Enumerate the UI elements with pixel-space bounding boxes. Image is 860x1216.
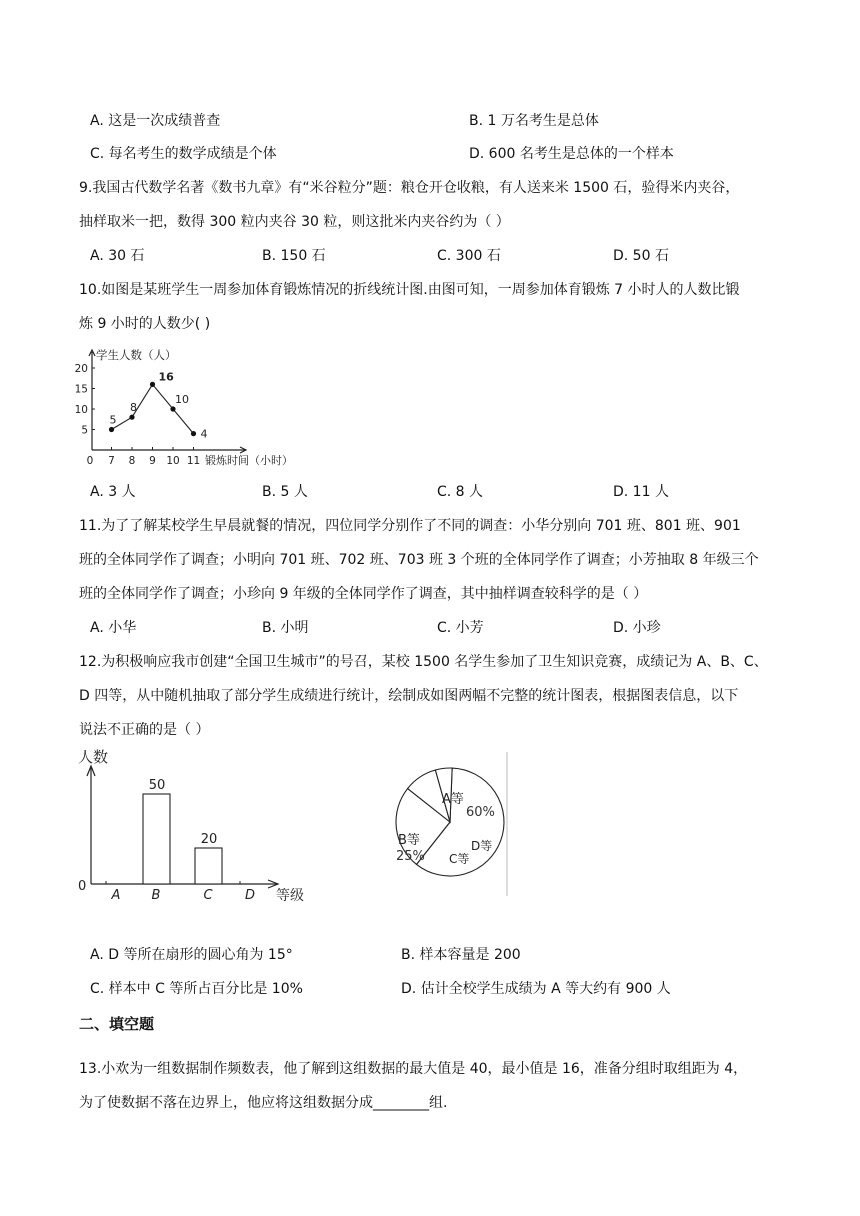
q9-option-b: B. 150 石 xyxy=(262,248,326,264)
pie-chart-slice-label: B等 xyxy=(398,833,420,848)
q10-option-b: B. 5 人 xyxy=(262,484,308,500)
pie-chart-slice-label: A等 xyxy=(442,792,464,807)
line-chart-x-label: 锻炼时间（小时） xyxy=(205,454,293,467)
q9-stem-line-1: 9.我国古代数学名著《数书九章》有“米谷粒分”题：粮仓开仓收粮，有人送来米 1500 石，验得米内夹谷， xyxy=(79,180,740,196)
line-chart-data-label: 8 xyxy=(130,401,137,415)
q9-stem-line-2: 抽样取米一把，数得 300 粒内夹谷 30 粒，则这批米内夹谷约为（ ） xyxy=(79,214,510,230)
pie-chart-marks xyxy=(396,768,504,876)
q12-option-a: A. D 等所在扇形的圆心角为 15° xyxy=(90,947,293,963)
q10-option-d: D. 11 人 xyxy=(613,484,669,500)
q11-option-b: B. 小明 xyxy=(262,620,309,636)
q12-option-c: C. 样本中 C 等所占百分比是 10% xyxy=(90,981,303,997)
line-chart-data-label: 5 xyxy=(109,413,117,427)
q10-option-a: A. 3 人 xyxy=(90,484,136,500)
bar-chart-axes xyxy=(78,748,304,904)
line-chart-data-label: 10 xyxy=(175,393,189,406)
bar-chart-y-label: 人数 xyxy=(78,748,109,766)
q10-stem-line-2: 炼 9 小时的人数少( ) xyxy=(79,316,211,332)
q10-option-c: C. 8 人 xyxy=(437,484,484,500)
line-chart-y-tick-label: 15 xyxy=(74,383,88,396)
q8-option-b: B. 1 万名考生是总体 xyxy=(469,113,599,129)
bar-chart-category-label: D xyxy=(244,888,256,903)
q8-option-a: A. 这是一次成绩普查 xyxy=(90,113,221,129)
line-chart-x-tick-label: 9 xyxy=(149,455,156,467)
bar-chart-category-label: B xyxy=(151,888,161,903)
line-chart-x-tick-label: 0 xyxy=(86,455,94,467)
line-chart-y-label: 学生人数（人） xyxy=(96,348,177,362)
q11-stem-line-2: 班的全体同学作了调查；小明向 701 班、702 班、703 班 3 个班的全体同学作了调查；小芳抽取 8 年级三个 xyxy=(79,552,759,568)
bar-chart-data-label: 50 xyxy=(148,778,166,793)
q8-option-d: D. 600 名考生是总体的一个样本 xyxy=(469,146,674,162)
line-chart-point xyxy=(170,406,175,411)
q11-stem-line-3: 班的全体同学作了调查；小珍向 9 年级的全体同学作了调查，其中抽样调查较科学的是（ ） xyxy=(79,586,648,602)
line-chart-data-label: 16 xyxy=(158,370,174,384)
bar-chart-marks xyxy=(143,778,222,884)
pie-chart xyxy=(392,748,512,900)
q12-stem-line-2: D 四等，从中随机抽取了部分学生成绩进行统计，绘制成如图两幅不完整的统计图表，根据图表信息，以下 xyxy=(79,688,739,704)
line-chart-series-line xyxy=(109,384,194,433)
q11-stem-line-1: 11.为了了解某校学生早晨就餐的情况，四位同学分别作了不同的调查：小华分别向 701 班、801 班、901 xyxy=(79,518,741,534)
line-chart xyxy=(74,346,318,470)
q9-option-d: D. 50 石 xyxy=(613,248,669,264)
line-chart-x-tick-label: 10 xyxy=(166,455,180,467)
q12-option-d: D. 估计全校学生成绩为 A 等大约有 900 人 xyxy=(401,981,671,997)
pie-chart-slice-label: D等 xyxy=(471,839,493,853)
line-chart-marks xyxy=(109,370,208,440)
bar-chart-x-label: 等级 xyxy=(276,888,304,904)
bar-chart-origin-label: 0 xyxy=(78,879,87,894)
line-chart-data-label: 4 xyxy=(200,427,208,441)
q11-option-c: C. 小芳 xyxy=(437,620,484,636)
q13-stem-line-1: 13.小欢为一组数据制作频数表，他了解到这组数据的最大值是 40，最小值是 16，准备分组时取组距为 4， xyxy=(79,1061,748,1077)
line-chart-point xyxy=(150,382,155,387)
bar-chart-bar xyxy=(195,848,222,884)
q11-option-a: A. 小华 xyxy=(90,620,137,636)
line-chart-point xyxy=(191,431,196,436)
bar-chart-bar xyxy=(143,794,170,884)
line-chart-point xyxy=(109,427,114,432)
bar-chart-category-label: A xyxy=(111,888,121,903)
q9-option-c: C. 300 石 xyxy=(437,248,501,264)
line-chart-y-tick-label: 5 xyxy=(81,424,88,437)
q10-stem-line-1: 10.如图是某班学生一周参加体育锻炼情况的折线统计图.由图可知，一周参加体育锻炼 7 小时人的人数比锻 xyxy=(79,282,740,298)
line-chart-y-tick-label: 20 xyxy=(74,363,88,375)
q12-stem-line-1: 12.为积极响应我市创建“全国卫生城市”的号召，某校 1500 名学生参加了卫生知识竞赛，成绩记为 A、B、C、 xyxy=(79,654,768,670)
line-chart-point xyxy=(129,415,134,420)
q12-stem-line-3: 说法不正确的是（ ） xyxy=(79,722,210,738)
pie-chart-slice-label: C等 xyxy=(449,852,470,866)
pie-chart-percent-label: 60% xyxy=(466,805,495,820)
q9-option-a: A. 30 石 xyxy=(90,248,145,264)
q13-stem-line-2: 为了使数据不落在边界上，他应将这组数据分成________组. xyxy=(79,1095,448,1111)
line-chart-x-tick-label: 7 xyxy=(108,455,115,467)
line-chart-x-tick-label: 11 xyxy=(186,455,201,467)
line-chart-x-tick-label: 8 xyxy=(128,455,136,467)
bar-chart-category-label: C xyxy=(203,888,213,903)
section-title-fill-in: 二、填空题 xyxy=(79,1015,155,1033)
q12-option-b: B. 样本容量是 200 xyxy=(401,947,521,963)
line-chart-axes xyxy=(75,348,293,467)
bar-chart-data-label: 20 xyxy=(200,832,218,847)
q11-option-d: D. 小珍 xyxy=(613,620,661,636)
q8-option-c: C. 每名考生的数学成绩是个体 xyxy=(90,146,277,162)
pie-chart-percent-label: 25% xyxy=(396,849,425,864)
bar-chart xyxy=(74,746,320,906)
line-chart-y-tick-label: 10 xyxy=(74,404,88,416)
